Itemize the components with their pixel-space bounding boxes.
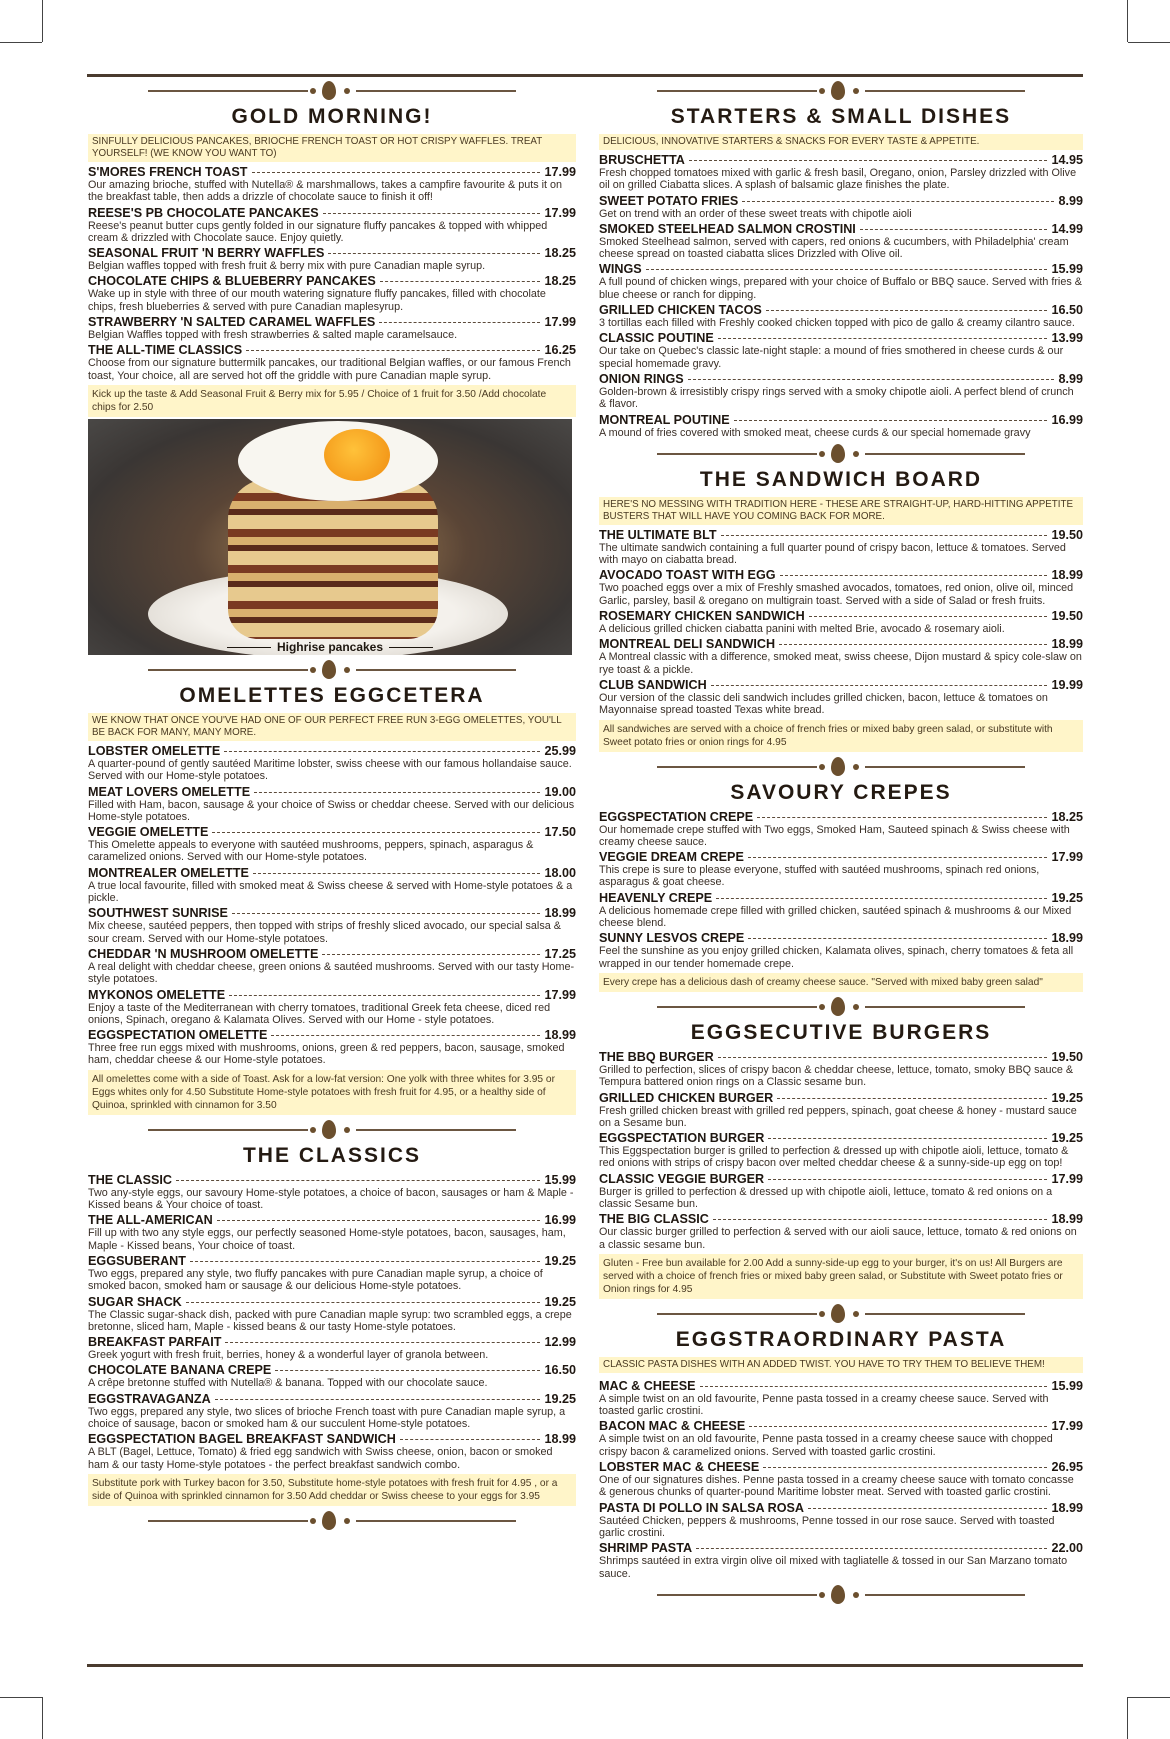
item-price: 18.99 [544,1028,576,1043]
item-price: 19.25 [1051,1090,1083,1105]
item-description: A quarter-pound of gently sautéed Maritime lobster, swiss cheese with our famous hollandaise sauce. Served with our Home-style potatoes. [88,757,572,783]
egg-ornament-divider [657,1303,1025,1325]
item-name: EGGSPECTATION BAGEL BREAKFAST SANDWICH [88,1432,396,1447]
menu-item [599,891,1083,930]
item-price: 17.99 [544,987,576,1002]
item-description: Filled with Ham, bacon, sausage & your choice of Swiss or cheddar cheese. Served with our delicious Home-style potatoes. [88,798,575,823]
item-price: 25.99 [544,743,576,758]
menu-item [599,222,1083,261]
item-price: 17.99 [544,205,576,220]
item-name: CHOCOLATE BANANA CREPE [88,1363,272,1378]
item-price: 26.95 [1051,1460,1083,1475]
section-note: All sandwiches are served with a choice of french fries or mixed baby green salad, or substitute with Sweet potato fries or onion rings for 4.95 [599,720,1083,752]
egg-ornament-divider [657,756,1025,778]
item-description: The ultimate sandwich containing a full quarter pound of crispy bacon, lettuce & tomatoes. Served with mayo on ciabatta bread. [599,541,1066,567]
item-price: 22.00 [1051,1541,1083,1556]
crop-mark [1128,42,1170,43]
item-description: Our version of the classic deli sandwich includes grilled chicken, bacon, lettuce & tomatoes on Mayonnaise spread toasted Texas white bread. [599,691,1048,717]
item-price: 16.50 [544,1363,576,1378]
menu-item [599,331,1083,370]
menu-item [88,825,576,864]
item-name: EGGSTRAVAGANZA [88,1391,211,1406]
item-description: 3 tortillas each filled with Freshly cooked chicken topped with pico de gallo & creamy cilantro sauce. [599,317,1075,330]
menu-item [599,931,1083,970]
item-price: 18.99 [544,906,576,921]
item-description: Fill up with two any style eggs, our perfectly seasoned Home-style potatoes, bacon, sausages, ham, Maple - Kissed beans, Your choice of toast. [88,1227,566,1252]
menu-item [88,1432,576,1471]
menu-item [88,1254,576,1293]
menu-item [88,1295,576,1334]
item-name: SOUTHWEST SUNRISE [88,906,228,921]
item-name: S'MORES FRENCH TOAST [88,165,248,179]
photo-caption-text: Highrise pancakes [276,639,384,654]
item-name: BRUSCHETTA [599,153,685,167]
item-price: 16.50 [1051,303,1083,318]
egg-ornament-divider [657,443,1025,465]
menu-item [88,744,576,783]
item-price: 17.99 [544,165,576,179]
section-title-omelettes: OMELETTES EGGCETERA [179,683,485,707]
menu-item [88,165,576,204]
crop-mark [42,1697,43,1739]
menu-item [599,262,1083,301]
item-name: CLUB SANDWICH [599,677,707,692]
section-note: Gluten - Free bun available for 2.00 Add a sunny-side-up egg to your burger, it's on us! All Burgers are served with a choice of french fries or mixed baby green salad, or Substitute with Sweet potato fries or Onion rings for 4.95 [599,1254,1083,1299]
item-description: One of our signatures dishes. Penne pasta tossed in a creamy cheese sauce with tomato concasse & generous chunks of quarter-pound Maritime lobster meat. Served with toasted garlic crostini. [599,1474,1074,1499]
egg-ornament-divider [657,1584,1025,1606]
menu-list-gold-morning [88,165,576,382]
item-name: STRAWBERRY 'N SALTED CARAMEL WAFFLES [88,315,376,330]
item-price: 18.99 [1051,931,1083,946]
item-description: Two eggs, prepared any style, two slices of brioche French toast with pure Canadian maple syrup, a choice of sausage, bacon or smoked ham & our succulent Home-style potatoes. [88,1405,566,1430]
item-name: AVOCADO TOAST WITH EGG [599,568,776,583]
menu-list-classics [88,1173,576,1471]
item-name: ROSEMARY CHICKEN SANDWICH [599,609,805,624]
section-note: Every crepe has a delicious dash of creamy cheese sauce. "Served with mixed baby green salad" [599,973,1083,992]
item-price: 18.25 [544,274,576,289]
egg-ornament-divider [657,80,1025,102]
menu-item [88,1213,576,1252]
menu-list-starters [599,153,1083,439]
item-description: Sautéed Chicken, peppers & mushrooms, Penne tossed in our rose sauce. Served with toasted garlic crostini. [599,1514,1055,1539]
item-name: THE ALL-TIME CLASSICS [88,343,243,358]
item-price: 17.25 [544,946,576,961]
item-name: WINGS [599,262,642,277]
egg-ornament-divider [148,80,516,102]
pancake-stack-photo [88,419,572,655]
item-description: Belgian waffles topped with fresh fruit & berry mix with pure Canadian maple syrup. [88,260,486,273]
item-price: 16.99 [544,1213,576,1228]
section-tagline: DELICIOUS, INNOVATIVE STARTERS & SNACKS FOR EVERY TASTE & APPETITE. [599,134,1083,150]
item-name: CLASSIC VEGGIE BURGER [599,1171,765,1186]
menu-item [599,678,1083,717]
menu-list-sandwich [599,528,1083,717]
item-name: CHOCOLATE CHIPS & BLUEBERRY PANCAKES [88,274,376,289]
item-description: A crêpe bretonne stuffed with Nutella® & banana. Topped with our chocolate sauce. [88,1377,488,1390]
item-description: Our homemade crepe stuffed with Two eggs, Smoked Ham, Sauteed spinach & Swiss cheese with creamy cheese sauce. [599,823,1070,848]
section-tagline: CLASSIC PASTA DISHES WITH AN ADDED TWIST. YOU HAVE TO TRY THEM TO BELIEVE THEM! [599,1357,1083,1373]
item-name: SMOKED STEELHEAD SALMON CROSTINI [599,221,856,236]
item-name: PASTA DI POLLO IN SALSA ROSA [599,1500,805,1515]
item-price: 19.25 [1051,1131,1083,1146]
item-description: This crepe is sure to please everyone, stuffed with sautéed mushrooms, spinach red onions, asparagus & goat cheese. [599,864,1040,889]
section-tagline: HERE'S NO MESSING WITH TRADITION HERE - THESE ARE STRAIGHT-UP, HARD-HITTING APPETITE BUSTERS THAT WILL HAVE YOU COMING BACK FOR MORE. [599,497,1083,525]
item-price: 19.50 [1051,527,1083,542]
item-name: GRILLED CHICKEN BURGER [599,1090,774,1105]
menu-item [599,413,1083,439]
item-price: 18.99 [1051,568,1083,583]
menu-item [88,1335,576,1361]
section-title-starters: STARTERS & SMALL DISHES [670,105,1012,128]
item-name: SUNNY LESVOS CREPE [599,931,745,946]
section-note: Substitute pork with Turkey bacon for 3.50, Substitute home-style potatoes with fresh fruit for 4.95 , or a side of Quinoa with sprinkled cinnamon for 3.50 Add cheddar or Swiss cheese to your eggs for 3.95 [88,1474,576,1506]
item-description: A simple twist on an old favourite, Penne pasta tossed in a creamy cheese sauce with chopped crispy bacon & caramelized onions. Served with toasted garlic crostini. [599,1433,1053,1458]
item-description: Wake up in style with three of our mouth watering signature fluffy pancakes, filled with chocolate chips, fresh blueberries & served with pure Canadian maplesyrup. [88,288,546,313]
menu-item [599,810,1083,849]
menu-item [599,194,1083,220]
crop-mark [1127,0,1128,42]
item-price: 17.99 [1051,850,1083,865]
menu-list-omelettes [88,744,576,1067]
menu-item [599,568,1083,607]
item-price: 18.99 [1051,1500,1083,1515]
item-description: Our take on Quebec's classic late-night staple: a mound of fries smothered in cheese curds & our special homemade gravy. [599,345,1064,370]
menu-item [88,206,576,245]
item-name: EGGSPECTATION BURGER [599,1131,765,1146]
crop-mark [0,42,42,43]
item-price: 15.99 [544,1172,576,1187]
menu-item [599,1212,1083,1251]
item-price: 18.00 [544,865,576,880]
bottom-rule [87,1664,1083,1667]
menu-item [88,1028,576,1067]
item-description: Grilled to perfection, slices of crispy bacon & cheddar cheese, lettuce, tomato, smoky BBQ sauce & Tempura battered onion rings on a Classic sesame bun. [599,1063,1074,1089]
egg-ornament-divider [148,659,516,681]
item-name: SWEET POTATO FRIES [599,193,739,208]
item-description: Our amazing brioche, stuffed with Nutella® & marshmallows, takes a campfire favourite & puts it on the breakfast table, then adds a drizzle of chocolate sauce to finish it off! [88,179,563,204]
item-description: A BLT (Bagel, Lettuce, Tomato) & fried egg sandwich with Swiss cheese, onion, bacon or smoked ham & our tasty Home-style potatoes - the perfect breakfast sandwich combo. [88,1446,553,1471]
item-name: SEASONAL FRUIT 'N BERRY WAFFLES [88,246,325,261]
item-price: 16.99 [1051,412,1083,427]
crop-mark [0,1697,42,1698]
item-description: This Eggspectation burger is grilled to perfection & dressed up with chipotle aioli, lettuce, tomato & red onions with strips of crispy bacon over melted cheddar cheese & a sunny-side-up egg on top! [599,1145,1069,1170]
item-name: SHRIMP PASTA [599,1541,693,1556]
item-price: 19.25 [544,1391,576,1406]
item-description: Shrimps sautéed in extra virgin olive oil mixed with tagliatelle & tossed in our San Marzano tomato sauce. [599,1555,1068,1580]
item-price: 17.99 [1051,1171,1083,1186]
menu-item [599,1460,1083,1499]
section-note: Kick up the taste & Add Seasonal Fruit & Berry mix for 5.95 / Choice of 1 fruit for 3.50 /Add chocolate chips for 2.50 [88,385,576,417]
item-description: A simple twist on an old favourite, Penne pasta tossed in a creamy cheese sauce. Served with toasted garlic crostini. [599,1392,1049,1418]
item-price: 19.25 [1051,890,1083,905]
item-name: THE ALL-AMERICAN [88,1213,213,1228]
item-price: 14.99 [1051,221,1083,236]
item-description: A mound of fries covered with smoked meat, cheese curds & our special homemade gravy [599,426,1031,439]
section-title-gold-morning: GOLD MORNING! [231,105,433,128]
item-name: EGGSUBERANT [88,1253,186,1268]
crop-mark [1128,1697,1170,1698]
item-description: Enjoy a taste of the Mediterranean with cherry tomatoes, traditional Greek feta cheese, diced red onions, Spinach, oregano & Kalamata Olives. Served with our Home - style potatoes. [88,1001,551,1026]
item-name: BREAKFAST PARFAIT [88,1335,222,1350]
item-name: SUGAR SHACK [88,1294,182,1309]
item-description: Two any-style eggs, our savoury Home-style potatoes, a choice of bacon, sausages or ham & Maple - Kissed beans & Your choice of toast. [88,1186,574,1212]
menu-item [599,1131,1083,1170]
menu-item [599,303,1083,329]
menu-item [599,372,1083,411]
item-name: LOBSTER OMELETTE [88,743,221,758]
item-price: 19.50 [1051,1049,1083,1064]
item-name: VEGGIE DREAM CREPE [599,850,744,865]
item-description: A Montreal classic with a difference, smoked meat, swiss cheese, Dijon mustard & spicy cole-slaw on rye toast & a pickle. [599,651,1082,676]
menu-item [88,947,576,986]
menu-item [88,343,576,382]
item-name: VEGGIE OMELETTE [88,825,209,840]
item-price: 17.50 [544,825,576,840]
item-name: MEAT LOVERS OMELETTE [88,784,251,799]
section-tagline: WE KNOW THAT ONCE YOU'VE HAD ONE OF OUR PERFECT FREE RUN 3-EGG OMELETTES, YOU'LL BE BACK FOR MANY, MANY MORE. [88,713,576,741]
menu-list-pasta [599,1379,1083,1580]
item-price: 19.25 [544,1253,576,1268]
item-description: Burger is grilled to perfection & dressed up with chipotle aioli, lettuce, tomato & red onions on a classic Sesame bun. [599,1185,1053,1210]
section-title-pasta: EGGSTRAORDINARY PASTA [675,1327,1007,1351]
menu-item [88,246,576,272]
item-description: Golden-brown & irresistibly crispy rings served with a smoky chipotle aioli. A perfect blend of crunch & flavor. [599,385,1074,411]
item-name: EGGSPECTATION OMELETTE [88,1028,268,1043]
item-price: 13.99 [1051,331,1083,346]
item-price: 14.95 [1051,153,1083,167]
menu-item [599,1091,1083,1130]
item-price: 19.99 [1051,677,1083,692]
item-name: THE BIG CLASSIC [599,1212,709,1227]
section-title-crepes: SAVOURY CREPES [730,780,952,804]
item-price: 17.99 [544,315,576,330]
menu-item [599,1501,1083,1540]
menu-item [599,1050,1083,1089]
item-name: BACON MAC & CHEESE [599,1419,746,1434]
section-tagline: SINFULLY DELICIOUS PANCAKES, BRIOCHE FRENCH TOAST OR HOT CRISPY WAFFLES. TREAT YOURSELF! (WE KNOW YOU WANT TO) [88,134,576,162]
egg-ornament-divider [148,1510,516,1532]
right-column [599,80,1083,1606]
menu-item [599,528,1083,567]
item-description: Belgian Waffles topped with fresh strawberries & salted maple caramelsauce. [88,329,458,342]
item-name: CHEDDAR 'N MUSHROOM OMELETTE [88,946,319,961]
item-description: A real delight with cheddar cheese, green onions & sautéed mushrooms. Served with our tasty Home-style potatoes. [88,960,575,986]
item-price: 18.99 [544,1432,576,1447]
section-title-classics: THE CLASSICS [242,1143,421,1167]
item-price: 12.99 [544,1335,576,1350]
item-description: A delicious homemade crepe filled with grilled chicken, sautéed spinach & mushrooms & our Mixed cheese blend. [599,904,1072,930]
egg-ornament-divider [657,996,1025,1018]
menu-item [88,785,576,824]
menu-item [88,274,576,313]
crop-mark [42,0,43,42]
item-description: A true local favourite, filled with smoked meat & Swiss cheese & served with Home-style potatoes & a pickle. [88,879,573,905]
item-price: 8.99 [1058,193,1083,208]
item-description: Two eggs, prepared any style, two fluffy pancakes with pure Canadian maple syrup, a choice of smoked bacon, smoked ham or sausage & our delicious Home-style potatoes. [88,1267,543,1293]
section-title-sandwich: THE SANDWICH BOARD [699,467,983,491]
item-price: 15.99 [1051,262,1083,277]
item-name: REESE'S PB CHOCOLATE PANCAKES [88,205,319,220]
menu-item [599,1172,1083,1211]
item-name: ONION RINGS [599,371,684,386]
item-description: A delicious grilled chicken ciabatta panini with melted Brie, avocado & rosemary aioli. [599,623,1005,636]
item-name: THE CLASSIC [88,1172,172,1187]
item-description: A full pound of chicken wings, prepared with your choice of Buffalo or BBQ sauce. Served with fries & blue cheese or ranch for dipping. [599,276,1082,301]
item-description: Three free run eggs mixed with mushrooms, onions, green & red peppers, bacon, sausage, smoked ham, cheddar cheese & our Home-style potatoes. [88,1042,565,1067]
item-description: Fresh grilled chicken breast with grilled red peppers, spinach, goat cheese & honey - mustard sauce on a Sesame bun. [599,1104,1077,1129]
top-rule [87,74,1083,77]
item-description: This Omelette appeals to everyone with sautéed mushrooms, peppers, spinach, asparagus & caramelized onions. Served with our Home-style potatoes. [88,839,534,864]
item-price: 17.99 [1051,1419,1083,1434]
menu-item [599,850,1083,889]
item-description: Choose from our signature buttermilk pancakes, our traditional Belgian waffles, or our famous French toast, Your choice, all are served hot off the griddle with pure Canadian maple syrup. [88,357,571,382]
item-name: THE BBQ BURGER [599,1049,714,1064]
item-description: The Classic sugar-shack dish, packed with pure Canadian maple syrup: two scrambled eggs, a crepe bretonne, sliced ham, Maple - kissed beans & our tasty Home-style potatoes. [88,1308,572,1333]
item-name: MYKONOS OMELETTE [88,987,226,1002]
egg-ornament-divider [148,1119,516,1141]
menu-list-burgers [599,1050,1083,1251]
item-name: MONTREAL DELI SANDWICH [599,637,776,652]
item-name: EGGSPECTATION CREPE [599,809,754,824]
item-price: 18.25 [1051,809,1083,824]
menu-item [88,866,576,905]
menu-item [88,1173,576,1212]
item-price: 18.99 [1051,1212,1083,1227]
item-price: 15.99 [1051,1378,1083,1393]
item-description: Smoked Steelhead salmon, served with capers, red onions & cucumbers, with Philadelphia' cream cheese spread on toasted ciabatta slices Drizzled with Olive oil. [599,235,1069,261]
item-price: 18.25 [544,246,576,261]
item-description: Our classic burger grilled to perfection & served with our aioli sauce, lettuce, tomato & red onions on a classic sesame bun. [599,1226,1077,1251]
menu-item [599,153,1083,192]
menu-item [88,988,576,1027]
photo-caption [88,640,572,654]
menu-item [599,609,1083,635]
menu-item [88,315,576,341]
item-name: CLASSIC POUTINE [599,331,714,346]
item-price: 19.25 [544,1294,576,1309]
item-name: THE ULTIMATE BLT [599,527,717,542]
item-price: 19.50 [1051,609,1083,624]
item-name: MONTREAL POUTINE [599,412,730,427]
crop-mark [1127,1697,1128,1739]
section-note: All omelettes come with a side of Toast. Ask for a low-fat version: One yolk with three whites for 3.95 or Eggs whites only for 4.50 Substitute Home-style potatoes with fresh fruit for 4.95, or a healthy side of Quinoa, sprinkled with cinnamon for 3.50 [88,1070,576,1115]
menu-list-crepes [599,810,1083,970]
item-description: Two poached eggs over a mix of Freshly smashed avocados, tomatoes, red onion, olive oil, minced Garlic, parsley, basil & oregano on multigrain toast. Served with a side of Salad or fresh fruits. [599,582,1074,607]
left-column [88,80,576,1532]
menu-item [599,1419,1083,1458]
item-name: HEAVENLY CREPE [599,890,713,905]
item-description: Fresh chopped tomatoes mixed with garlic & fresh basil, Oregano, onion, Parsley drizzled with Olive oil on grilled Ciabatta slices. A splash of balsamic glaze finishes the plate. [599,167,1077,192]
item-description: Reese's peanut butter cups gently folded in our signature fluffy pancakes & topped with whipped cream & drizzled with Chocolate sauce. Enjoy quietly. [88,219,548,244]
item-price: 19.00 [544,784,576,799]
menu-item [599,1379,1083,1418]
menu-item [88,1392,576,1431]
item-description: Feel the sunshine as you enjoy grilled chicken, Kalamata olives, spinach, cherry tomatoes & feta all wrapped in our tender homemade crepe. [599,945,1074,970]
item-name: MAC & CHEESE [599,1378,696,1393]
item-name: GRILLED CHICKEN TACOS [599,303,762,318]
menu-item [88,1363,576,1389]
item-price: 18.99 [1051,637,1083,652]
item-description: Mix cheese, sautéed peppers, then topped with strips of freshly sliced avocado, our special salsa & sour cream. Served with our Home-style potatoes. [88,920,561,945]
menu-item [88,906,576,945]
item-description: Get on trend with an order of these sweet treats with chipotle aioli [599,207,912,220]
item-name: MONTREALER OMELETTE [88,865,249,880]
item-price: 8.99 [1058,371,1083,386]
menu-item [599,637,1083,676]
item-name: LOBSTER MAC & CHEESE [599,1460,760,1475]
section-title-burgers: EGGSECUTIVE BURGERS [690,1020,992,1044]
item-price: 16.25 [544,343,576,358]
menu-item [599,1541,1083,1580]
item-description: Greek yogurt with fresh fruit, berries, honey & a wonderful layer of granola between. [88,1349,489,1362]
